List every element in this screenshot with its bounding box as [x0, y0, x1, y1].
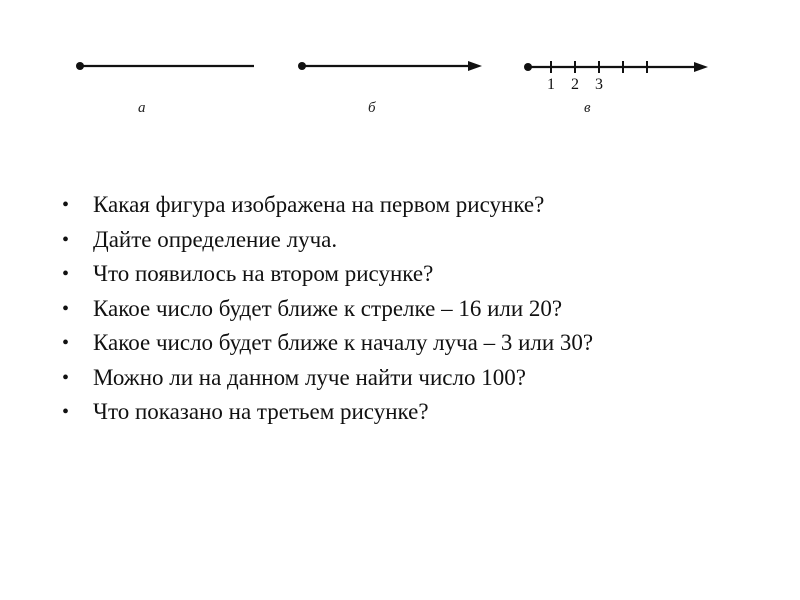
number-ray-arrowhead	[694, 62, 708, 72]
number-ray-origin	[524, 63, 532, 71]
caption-figure-a: а	[138, 100, 146, 116]
tick-label-3: 3	[595, 76, 603, 93]
question-text: Дайте определение луча.	[93, 226, 338, 252]
figure-b-ray	[298, 61, 482, 71]
question-text: Какое число будет ближе к стрелке – 16 или 20?	[93, 295, 563, 321]
bullet-icon: •	[62, 332, 70, 354]
bullet-icon: •	[62, 228, 70, 251]
bullet-icon: •	[62, 401, 70, 423]
list-item	[62, 361, 593, 396]
question-text: Какая фигура изображена на первом рисунке?	[93, 192, 545, 217]
question-text: Что появилось на втором рисунке?	[93, 261, 434, 286]
list-item	[62, 188, 593, 223]
list-item	[62, 223, 593, 258]
figure-a-segment	[76, 62, 254, 70]
figures-svg	[0, 0, 800, 130]
question-text: Что показано на третьем рисунке?	[93, 399, 429, 424]
bullet-icon: •	[62, 263, 70, 285]
figure-c-number-ray	[524, 61, 708, 73]
ray-arrowhead	[468, 61, 482, 71]
tick-label-1: 1	[547, 76, 555, 93]
list-item	[62, 326, 593, 361]
caption-figure-c: в	[584, 100, 591, 116]
question-text: Какое число будет ближе к началу луча – 3 или 30?	[93, 330, 594, 355]
list-item	[62, 257, 593, 292]
list-item	[62, 292, 593, 327]
figures-row	[0, 0, 800, 130]
bullet-icon: •	[62, 194, 70, 216]
segment-start-point	[76, 62, 84, 70]
caption-figure-b: б	[368, 100, 376, 116]
list-item	[62, 395, 593, 430]
bullet-icon: •	[62, 297, 70, 320]
bullet-icon: •	[62, 366, 70, 389]
question-list	[62, 188, 593, 430]
question-text: Можно ли на данном луче найти число 100?	[93, 364, 526, 390]
tick-label-2: 2	[571, 76, 579, 93]
ray-start-point	[298, 62, 306, 70]
